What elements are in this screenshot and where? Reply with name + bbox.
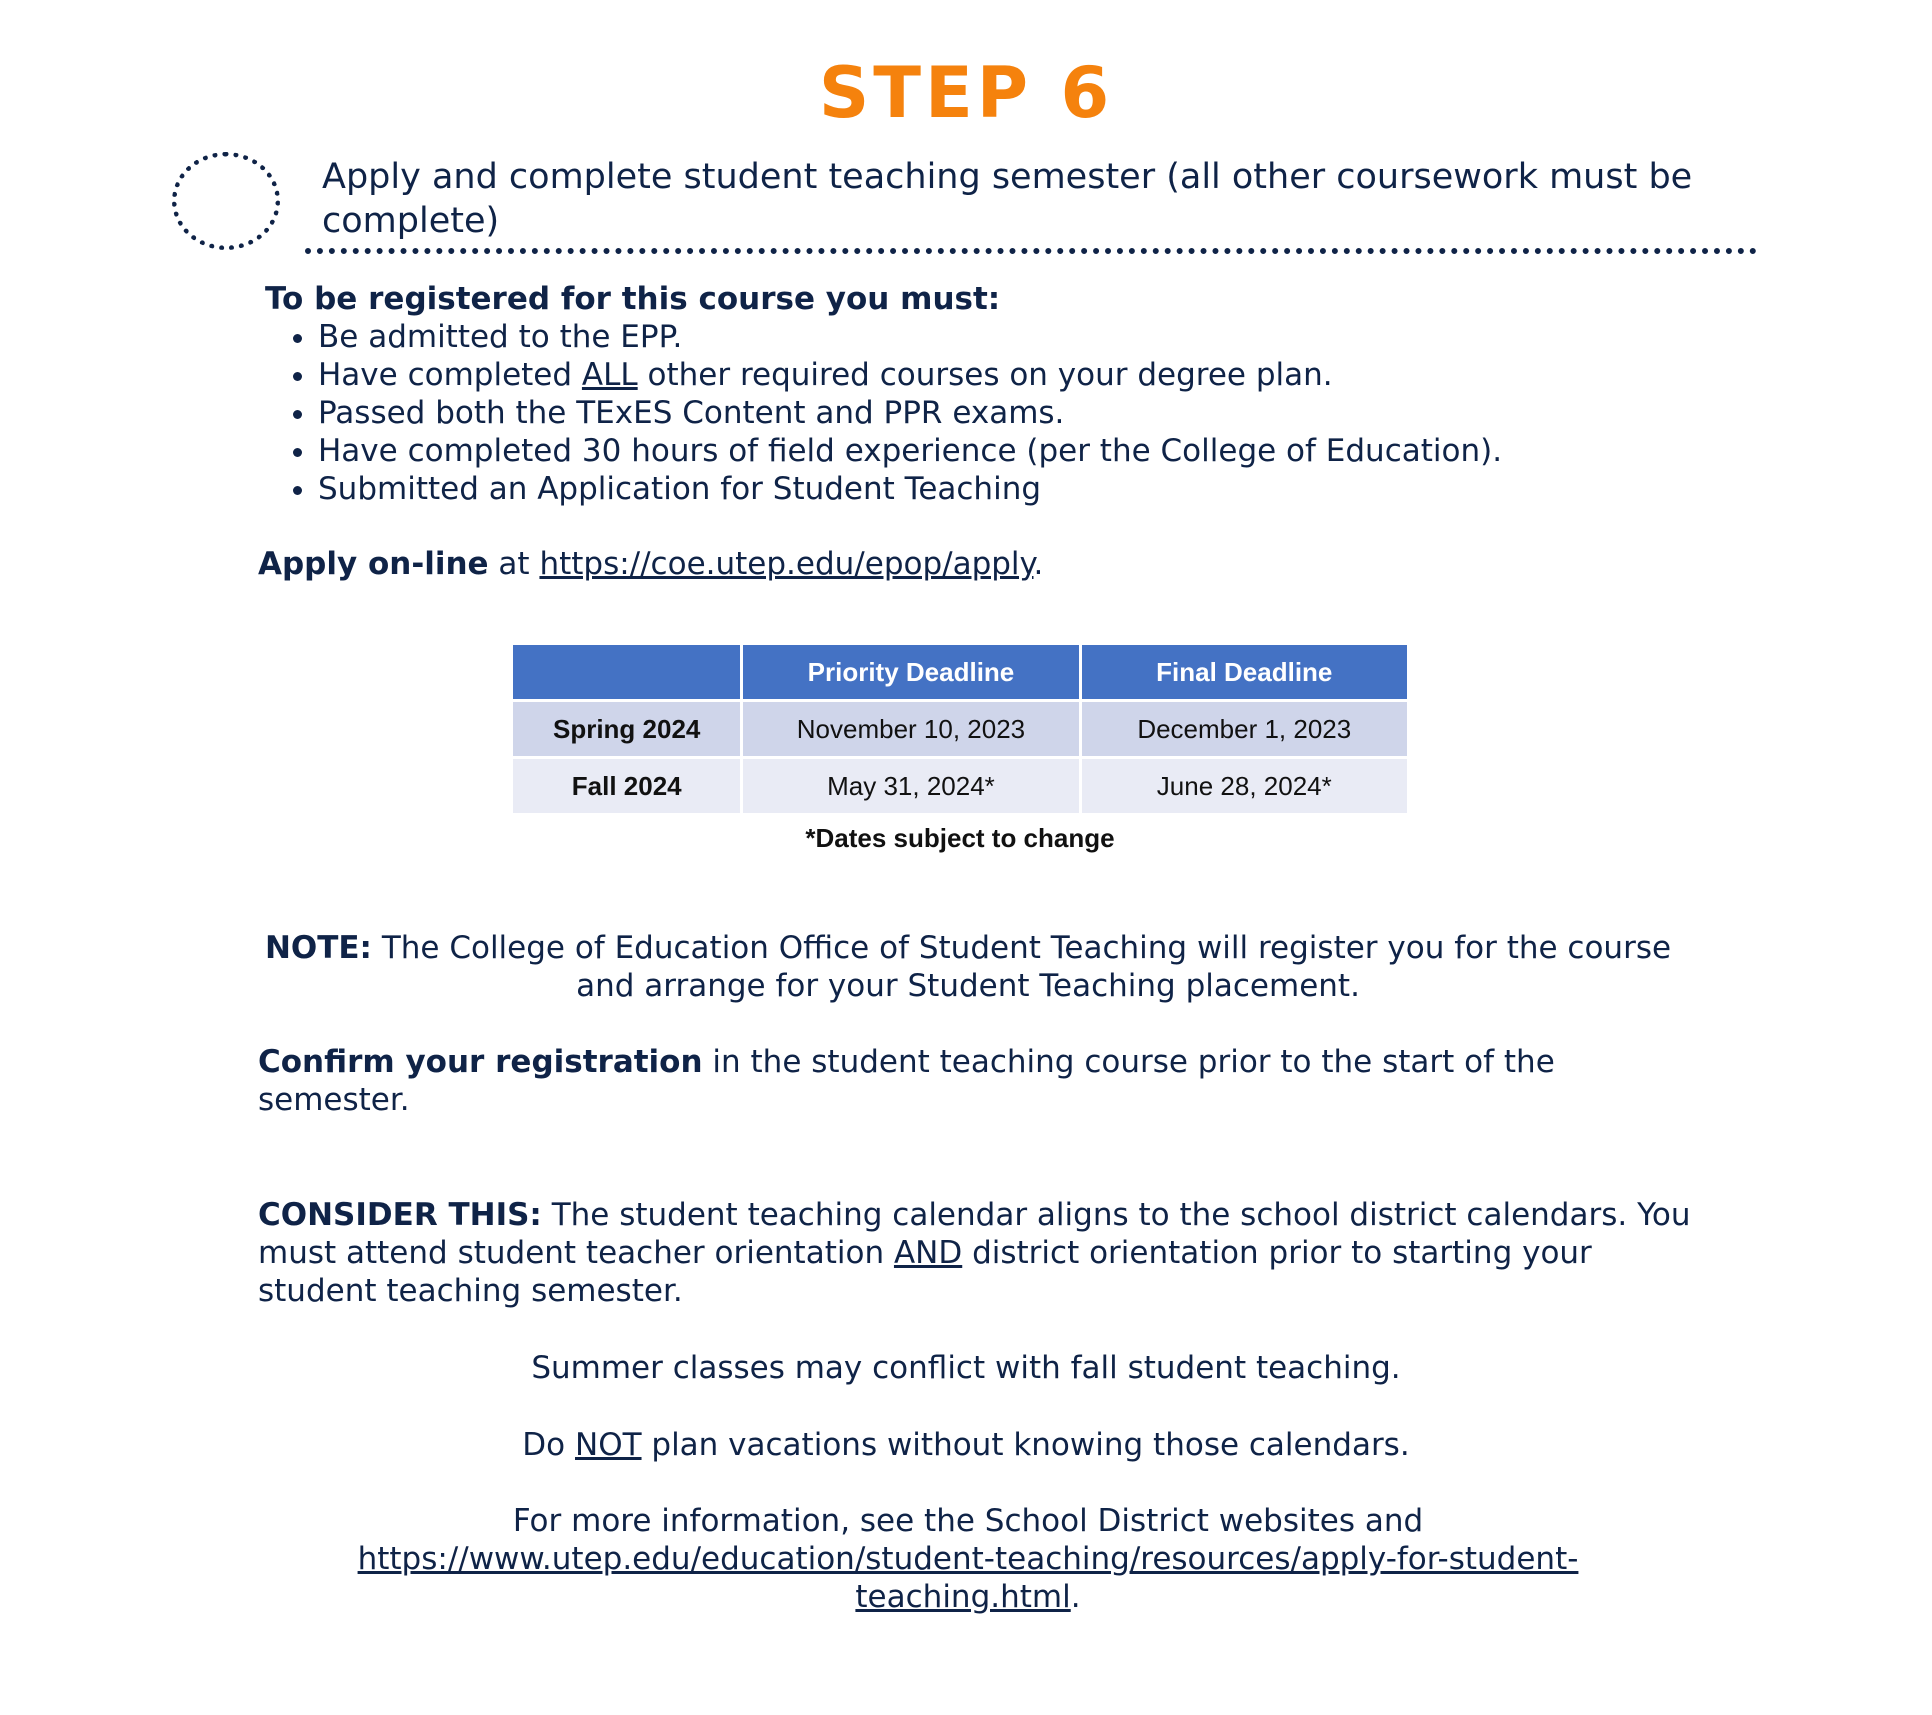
header-priority-deadline: Priority Deadline (743, 645, 1078, 699)
dotted-divider (305, 248, 1757, 254)
note-label: NOTE: (264, 930, 372, 966)
table-row (513, 702, 1407, 756)
emphasis-not: NOT (575, 1427, 642, 1463)
emphasis-all: ALL (581, 357, 638, 393)
emphasis-and: AND (893, 1235, 963, 1271)
final-cell: June 28, 2024* (1082, 759, 1407, 813)
student-teaching-link[interactable]: https://www.utep.edu/education/student-teaching/resources/apply-for-student-teaching.html (357, 1541, 1579, 1615)
final-cell: December 1, 2023 (1082, 702, 1407, 756)
dates-note: *Dates subject to change (805, 823, 1115, 853)
step-title: STEP 6 (818, 52, 1114, 134)
header-final-deadline: Final Deadline (1082, 645, 1407, 699)
confirm-paragraph: Confirm your registration in the student teaching course prior to the start of the semester. (258, 1044, 1555, 1118)
requirement-item: • Be admitted to the EPP. (318, 318, 1502, 356)
table-row (513, 759, 1407, 813)
term-cell: Spring 2024 (513, 702, 740, 756)
confirm-label: Confirm your registration (258, 1044, 703, 1080)
more-info-paragraph: For more information, see the School District websites and https://www.utep.edu/education/student-teaching/resources/apply-for-student-teaching.html. (357, 1503, 1579, 1615)
term-cell: Fall 2024 (513, 759, 740, 813)
registration-heading: To be registered for this course you must: (265, 281, 1001, 317)
consider-label: CONSIDER THIS: (258, 1197, 542, 1233)
deadlines-table (510, 642, 1410, 816)
step-checkbox-circle (172, 152, 280, 250)
apply-label: Apply on-line (258, 546, 489, 582)
requirements-list (290, 318, 1502, 508)
requirement-item: • Have completed 30 hours of field experience (per the College of Education). (318, 432, 1502, 470)
requirement-item: • Have completed ALL other required courses on your degree plan. (318, 356, 1502, 394)
priority-cell: November 10, 2023 (743, 702, 1078, 756)
requirement-item: • Submitted an Application for Student Teaching (318, 470, 1502, 508)
priority-cell: May 31, 2024* (743, 759, 1078, 813)
table-header-row (513, 645, 1407, 699)
requirement-item: • Passed both the TExES Content and PPR exams. (318, 394, 1502, 432)
summer-warning: Summer classes may conflict with fall student teaching. (531, 1350, 1401, 1386)
step-description: Apply and complete student teaching semester (all other coursework must be complete) (322, 157, 1693, 241)
note-paragraph: NOTE: The College of Education Office of Student Teaching will register you for the course and arrange for your Student Teaching placement. (264, 930, 1672, 1004)
consider-paragraph: CONSIDER THIS: The student teaching calendar aligns to the school district calendars. You must attend student teacher orientation AND district orientation prior to starting your student teaching semester. (258, 1197, 1691, 1309)
header-cell-empty (513, 645, 740, 699)
apply-online: Apply on-line at https://coe.utep.edu/epop/apply. (258, 546, 1044, 582)
vacation-warning: Do NOT plan vacations without knowing those calendars. (522, 1427, 1410, 1463)
apply-link[interactable]: https://coe.utep.edu/epop/apply (539, 546, 1034, 582)
